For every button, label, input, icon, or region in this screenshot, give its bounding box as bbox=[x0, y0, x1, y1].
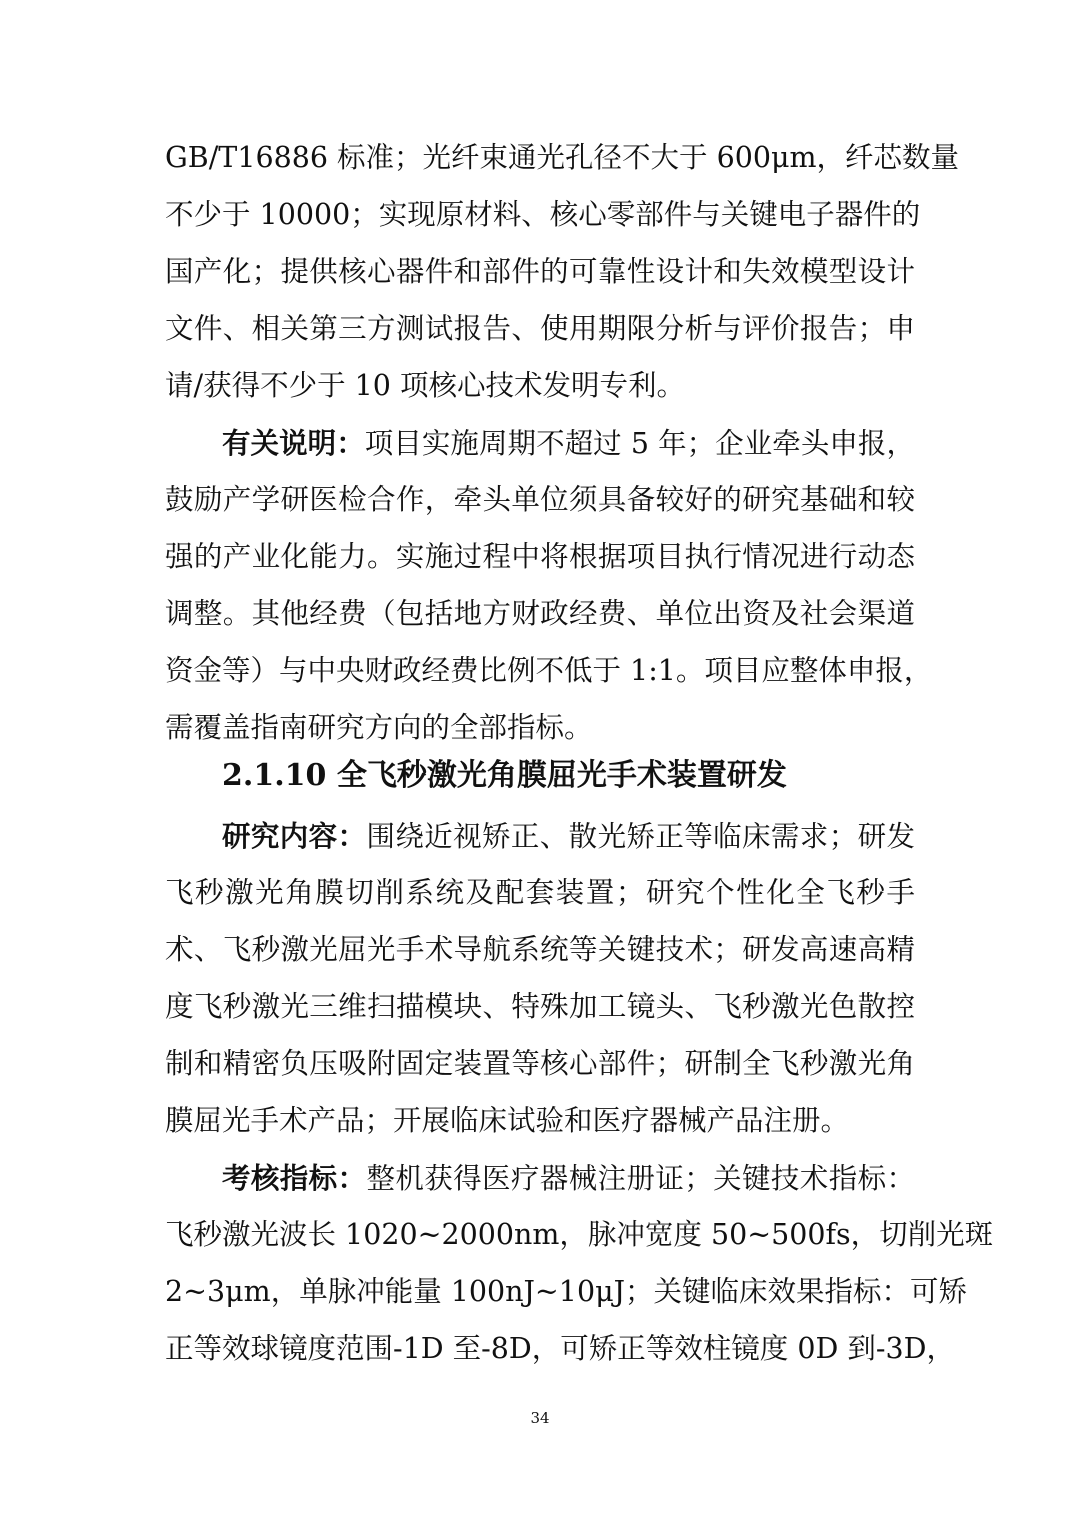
research-line: 膜屈光手术产品；开展临床试验和医疗器械产品注册。 bbox=[165, 1104, 850, 1137]
note-first-line bbox=[222, 423, 915, 463]
paragraph-line: 国产化；提供核心器件和部件的可靠性设计和失效模型设计 bbox=[165, 255, 915, 288]
page-number: 34 bbox=[530, 1409, 550, 1427]
research-label: 研究内容： bbox=[222, 819, 367, 853]
note-line: 调整。其他经费（包括地方财政经费、单位出资及社会渠道 bbox=[165, 597, 915, 630]
research-text: 围绕近视矫正、散光矫正等临床需求；研发 bbox=[366, 820, 915, 853]
note-line: 资金等）与中央财政经费比例不低于 1:1。项目应整体申报， bbox=[165, 654, 933, 687]
assessment-text: 整机获得医疗器械注册证；关键技术指标： bbox=[366, 1162, 915, 1195]
paragraph-line: 不少于 10000；实现原材料、核心零部件与关键电子器件的 bbox=[165, 198, 921, 231]
note-text: 项目实施周期不超过 5 年；企业牵头申报， bbox=[364, 427, 915, 460]
section-heading: 2.1.10 全飞秒激光角膜屈光手术装置研发 bbox=[222, 758, 787, 793]
assessment-line: 正等效球镜度范围-1D 至-8D，可矫正等效柱镜度 0D 到-3D， bbox=[165, 1332, 955, 1365]
assessment-label: 考核指标： bbox=[222, 1161, 367, 1195]
paragraph-line: GB/T16886 标准；光纤束通光孔径不大于 600μm，纤芯数量 bbox=[165, 141, 960, 174]
research-line: 度飞秒激光三维扫描模块、特殊加工镜头、飞秒激光色散控 bbox=[165, 990, 915, 1023]
paragraph-line: 文件、相关第三方测试报告、使用期限分析与评价报告；申 bbox=[165, 312, 915, 345]
assessment-line: 2~3μm，单脉冲能量 100nJ~10μJ；关键临床效果指标：可矫 bbox=[165, 1275, 968, 1308]
assessment-line: 飞秒激光波长 1020~2000nm，脉冲宽度 50~500fs，切削光斑 bbox=[165, 1218, 994, 1251]
research-line: 术、飞秒激光屈光手术导航系统等关键技术；研发高速高精 bbox=[165, 933, 915, 966]
note-line: 强的产业化能力。实施过程中将根据项目执行情况进行动态 bbox=[165, 540, 915, 573]
research-first-line bbox=[222, 816, 915, 856]
assessment-first-line bbox=[222, 1158, 915, 1198]
note-label: 有关说明： bbox=[222, 426, 365, 460]
paragraph-line: 请/获得不少于 10 项核心技术发明专利。 bbox=[165, 369, 685, 402]
research-line: 制和精密负压吸附固定装置等核心部件；研制全飞秒激光角 bbox=[165, 1047, 915, 1080]
note-line: 鼓励产学研医检合作，牵头单位须具备较好的研究基础和较 bbox=[165, 483, 915, 516]
research-line: 飞秒激光角膜切削系统及配套装置；研究个性化全飞秒手 bbox=[165, 876, 915, 909]
note-line: 需覆盖指南研究方向的全部指标。 bbox=[165, 711, 593, 744]
